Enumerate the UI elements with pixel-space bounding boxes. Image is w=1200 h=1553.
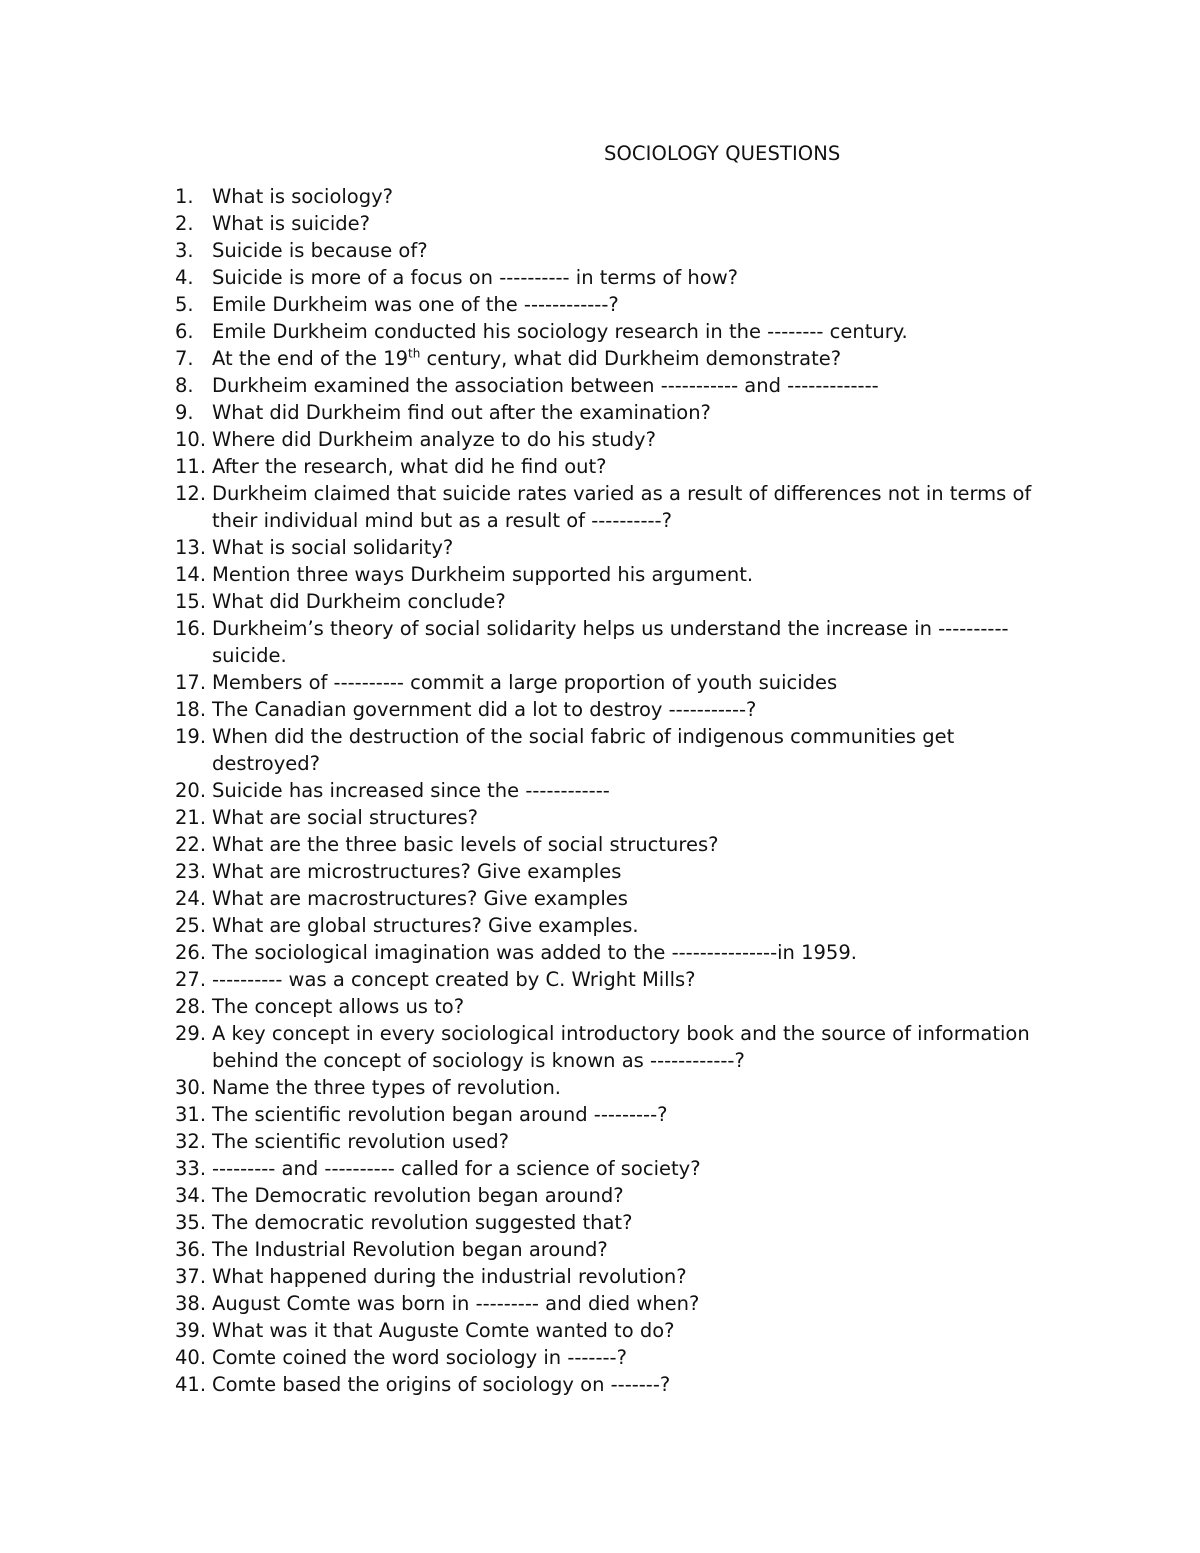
question-text: Suicide is more of a focus on ---------- in terms of how? bbox=[212, 266, 739, 289]
question-number: 26. bbox=[175, 941, 207, 964]
question-text: What is sociology? bbox=[212, 185, 393, 208]
question-list bbox=[175, 183, 1045, 1398]
question-number: 37. bbox=[175, 1265, 207, 1288]
question-item bbox=[175, 1155, 1045, 1182]
question-number: 3. bbox=[175, 239, 194, 262]
question-text: A key concept in every sociological introductory book and the source of information behind the concept of sociology is known as ------------? bbox=[212, 1022, 1030, 1072]
question-text: Durkheim’s theory of social solidarity helps us understand the increase in ---------- suicide. bbox=[212, 617, 1009, 667]
question-item bbox=[175, 210, 1045, 237]
question-text: Emile Durkheim was one of the ------------? bbox=[212, 293, 619, 316]
question-text: What was it that Auguste Comte wanted to do? bbox=[212, 1319, 675, 1342]
question-text: What are macrostructures? Give examples bbox=[212, 887, 628, 910]
document-title: SOCIOLOGY QUESTIONS bbox=[604, 142, 841, 165]
question-number: 34. bbox=[175, 1184, 207, 1207]
question-item bbox=[175, 1317, 1045, 1344]
question-text: Name the three types of revolution. bbox=[212, 1076, 562, 1099]
question-item bbox=[175, 480, 1045, 534]
question-item bbox=[175, 1290, 1045, 1317]
question-item bbox=[175, 1074, 1045, 1101]
question-text: The Canadian government did a lot to destroy -----------? bbox=[212, 698, 757, 721]
question-item bbox=[175, 777, 1045, 804]
question-text: The democratic revolution suggested that? bbox=[212, 1211, 633, 1234]
question-number: 31. bbox=[175, 1103, 207, 1126]
question-text: ---------- was a concept created by C. Wright Mills? bbox=[212, 968, 696, 991]
question-item bbox=[175, 1128, 1045, 1155]
question-text: What is suicide? bbox=[212, 212, 371, 235]
question-number: 24. bbox=[175, 887, 207, 910]
question-text: Comte based the origins of sociology on -------? bbox=[212, 1373, 671, 1396]
question-text: Where did Durkheim analyze to do his study? bbox=[212, 428, 656, 451]
question-text: Durkheim claimed that suicide rates varied as a result of differences not in terms of their individual mind but as a result of ----------? bbox=[212, 482, 1032, 532]
question-text: Comte coined the word sociology in -------? bbox=[212, 1346, 627, 1369]
question-number: 41. bbox=[175, 1373, 207, 1396]
question-text: The Industrial Revolution began around? bbox=[212, 1238, 608, 1261]
question-number: 18. bbox=[175, 698, 207, 721]
question-text: What are global structures? Give examples. bbox=[212, 914, 639, 937]
question-text: --------- and ---------- called for a science of society? bbox=[212, 1157, 701, 1180]
question-item bbox=[175, 426, 1045, 453]
ordinal-superscript: th bbox=[407, 346, 421, 361]
question-item bbox=[175, 588, 1045, 615]
question-number: 1. bbox=[175, 185, 194, 208]
question-text: What did Durkheim find out after the examination? bbox=[212, 401, 711, 424]
question-text: Mention three ways Durkheim supported his argument. bbox=[212, 563, 754, 586]
question-item bbox=[175, 669, 1045, 696]
question-item bbox=[175, 1344, 1045, 1371]
question-text: What did Durkheim conclude? bbox=[212, 590, 506, 613]
question-number: 21. bbox=[175, 806, 207, 829]
question-text: What are microstructures? Give examples bbox=[212, 860, 622, 883]
question-number: 28. bbox=[175, 995, 207, 1018]
question-number: 8. bbox=[175, 374, 194, 397]
question-item bbox=[175, 237, 1045, 264]
question-number: 15. bbox=[175, 590, 207, 613]
question-item bbox=[175, 453, 1045, 480]
question-text: The concept allows us to? bbox=[212, 995, 465, 1018]
question-number: 10. bbox=[175, 428, 207, 451]
question-item bbox=[175, 993, 1045, 1020]
question-text bbox=[212, 345, 1045, 372]
question-item bbox=[175, 1101, 1045, 1128]
question-number: 13. bbox=[175, 536, 207, 559]
question-text: Durkheim examined the association between ----------- and ------------- bbox=[212, 374, 879, 397]
question-item bbox=[175, 291, 1045, 318]
question-item bbox=[175, 264, 1045, 291]
question-number: 32. bbox=[175, 1130, 207, 1153]
question-number: 33. bbox=[175, 1157, 207, 1180]
question-item bbox=[175, 1236, 1045, 1263]
question-text: August Comte was born in --------- and died when? bbox=[212, 1292, 700, 1315]
question-item bbox=[175, 966, 1045, 993]
question-item bbox=[175, 912, 1045, 939]
question-number: 11. bbox=[175, 455, 207, 478]
question-text-part: century, what did Durkheim demonstrate? bbox=[420, 347, 842, 370]
question-text: Suicide is because of? bbox=[212, 239, 428, 262]
question-item bbox=[175, 399, 1045, 426]
question-item bbox=[175, 885, 1045, 912]
question-number: 22. bbox=[175, 833, 207, 856]
question-item bbox=[175, 939, 1045, 966]
question-item bbox=[175, 696, 1045, 723]
question-text: The sociological imagination was added to the ---------------in 1959. bbox=[212, 941, 857, 964]
question-text: Emile Durkheim conducted his sociology research in the -------- century. bbox=[212, 320, 908, 343]
question-text: When did the destruction of the social fabric of indigenous communities get destroyed? bbox=[212, 725, 955, 775]
question-number: 2. bbox=[175, 212, 194, 235]
question-text: The Democratic revolution began around? bbox=[212, 1184, 624, 1207]
question-item bbox=[175, 372, 1045, 399]
question-number: 9. bbox=[175, 401, 194, 424]
question-text: After the research, what did he find out? bbox=[212, 455, 607, 478]
question-text: What happened during the industrial revolution? bbox=[212, 1265, 687, 1288]
question-number: 36. bbox=[175, 1238, 207, 1261]
question-number: 39. bbox=[175, 1319, 207, 1342]
question-text: Suicide has increased since the ------------ bbox=[212, 779, 610, 802]
question-item bbox=[175, 1020, 1045, 1074]
question-number: 40. bbox=[175, 1346, 207, 1369]
question-number: 12. bbox=[175, 482, 207, 505]
question-number: 6. bbox=[175, 320, 194, 343]
question-text-part: At the end of the 19 bbox=[212, 347, 408, 370]
question-item bbox=[175, 1209, 1045, 1236]
question-item bbox=[175, 804, 1045, 831]
question-number: 29. bbox=[175, 1022, 207, 1045]
question-number: 14. bbox=[175, 563, 207, 586]
question-number: 19. bbox=[175, 725, 207, 748]
question-number: 20. bbox=[175, 779, 207, 802]
question-item bbox=[175, 1182, 1045, 1209]
question-number: 23. bbox=[175, 860, 207, 883]
question-text: What are the three basic levels of social structures? bbox=[212, 833, 719, 856]
question-item bbox=[175, 831, 1045, 858]
question-number: 35. bbox=[175, 1211, 207, 1234]
question-item bbox=[175, 318, 1045, 345]
question-item bbox=[175, 183, 1045, 210]
question-number: 4. bbox=[175, 266, 194, 289]
question-text: The scientific revolution began around ---------? bbox=[212, 1103, 668, 1126]
question-text: Members of ---------- commit a large proportion of youth suicides bbox=[212, 671, 838, 694]
question-number: 30. bbox=[175, 1076, 207, 1099]
question-item bbox=[175, 345, 1045, 372]
question-text: What are social structures? bbox=[212, 806, 478, 829]
question-item bbox=[175, 615, 1045, 669]
question-number: 38. bbox=[175, 1292, 207, 1315]
question-number: 5. bbox=[175, 293, 194, 316]
question-number: 25. bbox=[175, 914, 207, 937]
question-number: 17. bbox=[175, 671, 207, 694]
question-item bbox=[175, 1263, 1045, 1290]
question-item bbox=[175, 561, 1045, 588]
question-item bbox=[175, 858, 1045, 885]
question-item bbox=[175, 1371, 1045, 1398]
question-number: 16. bbox=[175, 617, 207, 640]
question-text: What is social solidarity? bbox=[212, 536, 454, 559]
question-number: 27. bbox=[175, 968, 207, 991]
question-item bbox=[175, 723, 1045, 777]
question-item bbox=[175, 534, 1045, 561]
question-text: The scientific revolution used? bbox=[212, 1130, 510, 1153]
question-number: 7. bbox=[175, 347, 194, 370]
